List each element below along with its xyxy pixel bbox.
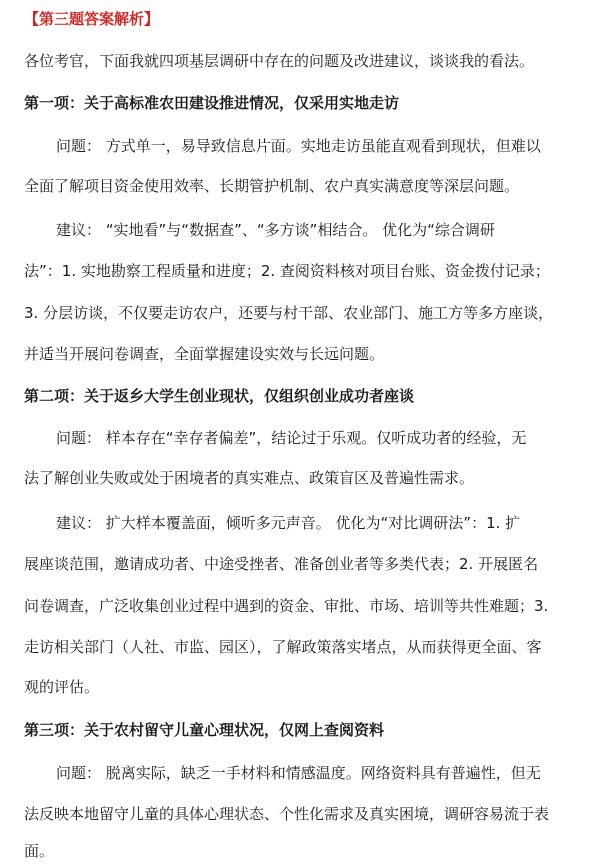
section-3-problem-line-2: 法反映本地留守儿童的具体心理状态、个性化需求及真实困境，调研容易流于表 xyxy=(24,805,550,823)
section-2-suggestion-line-2: 展座谈范围，邀请成功者、中途受挫者、准备创业者等多类代表；2. 开展匿名 xyxy=(24,555,539,573)
answer-heading: 【第三题答案解析】 xyxy=(24,10,160,28)
section-title-3: 第三项：关于农村留守儿童心理状况，仅网上查阅资料 xyxy=(24,721,385,739)
section-1-problem-line-1: 问题： 方式单一，易导致信息片面。实地走访虽能直观看到现状，但难以 xyxy=(56,137,541,155)
section-1-problem-line-2: 全面了解项目资金使用效率、长期管护机制、农户真实满意度等深层问题。 xyxy=(24,177,520,195)
section-2-problem-line-2: 法了解创业失败或处于困境者的真实难点、政策盲区及普遍性需求。 xyxy=(24,469,475,487)
section-3-problem-line-3: 面。 xyxy=(24,842,55,860)
intro-paragraph: 各位考官，下面我就四项基层调研中存在的问题及改进建议，谈谈我的看法。 xyxy=(24,52,535,70)
section-3-problem-line-1: 问题： 脱离实际，缺乏一手材料和情感温度。网络资料具有普遍性，但无 xyxy=(56,764,541,782)
section-1-suggestion-line-4: 并适当开展问卷调查，全面掌握建设实效与长远问题。 xyxy=(24,345,385,363)
section-2-suggestion-line-3: 问卷调查，广泛收集创业过程中遇到的资金、审批、市场、培训等共性难题；3. xyxy=(24,597,549,615)
section-1-suggestion-line-3: 3. 分层访谈，不仅要走访农户，还要与村干部、农业部门、施工方等多方座谈， xyxy=(24,304,554,322)
section-title-1: 第一项：关于高标准农田建设推进情况，仅采用实地走访 xyxy=(24,94,400,112)
section-2-suggestion-line-1: 建议： 扩大样本覆盖面，倾听多元声音。 优化为“对比调研法”：1. 扩 xyxy=(56,514,521,532)
section-2-suggestion-line-5: 观的评估。 xyxy=(24,678,100,696)
section-1-suggestion-line-1: 建议： “实地看”与“数据查”、“多方谈”相结合。 优化为“综合调研 xyxy=(56,221,495,239)
section-2-suggestion-line-4: 走访相关部门（人社、市监、园区），了解政策落实堵点，从而获得更全面、客 xyxy=(24,638,542,656)
section-1-suggestion-line-2: 法”：1. 实地勘察工程质量和进度；2. 查阅资料核对项目台账、资金拨付记录； xyxy=(24,262,550,280)
section-title-2: 第二项：关于返乡大学生创业现状，仅组织创业成功者座谈 xyxy=(24,387,415,405)
section-2-problem-line-1: 问题： 样本存在“幸存者偏差”，结论过于乐观。仅听成功者的经验，无 xyxy=(56,429,527,447)
